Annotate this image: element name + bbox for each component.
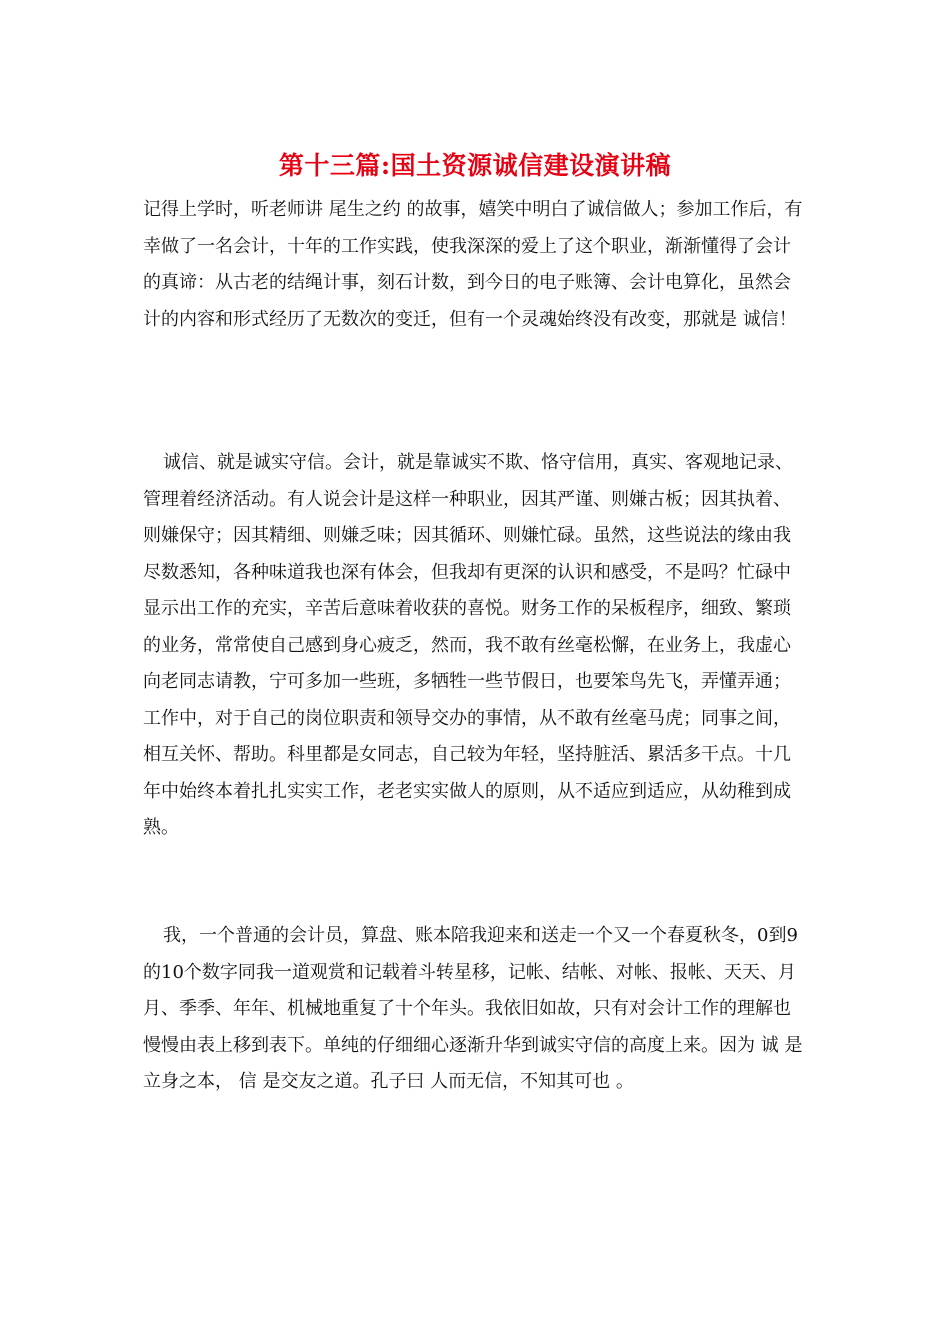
- paragraph-1: 记得上学时，听老师讲 尾生之约 的故事，嬉笑中明白了诚信做人；参加工作后，有幸做了一名会计，十年的工作实践，使我深深的爱上了这个职业，渐渐懂得了会计的真谛：从古老的结绳计事，刻石计数，到今日的电子账簿、会计电算化，虽然会计的内容和形式经历了无数次的变迁，但有一个灵魂始终没有改变，那就是 诚信！: [143, 199, 803, 330]
- paragraph-2: 诚信、就是诚实守信。会计，就是靠诚实不欺、恪守信用，真实、客观地记录、管理着经济活动。有人说会计是这样一种职业，因其严谨、则嫌古板；因其执着、则嫌保守；因其精细、则嫌乏味；因其循环、则嫌忙碌。虽然，这些说法的缘由我尽数悉知，各种味道我也深有体会，但我却有更深的认识和感受，不是吗？忙碌中显示出工作的充实，辛苦后意味着收获的喜悦。财务工作的呆板程序，细致、繁琐的业务，常常使自己感到身心疲乏，然而，我不敢有丝毫松懈，在业务上，我虚心向老同志请教，宁可多加一些班，多牺牲一些节假日，也要笨鸟先飞，弄懂弄通；工作中，对于自己的岗位职责和领导交办的事情，从不敢有丝毫马虎；同事之间，相互关怀、帮助。科里都是女同志，自己较为年轻，坚持脏活、累活多干点。十几年中始终本着扎扎实实工作，老老实实做人的原则，从不适应到适应，从幼稚到成熟。: [143, 452, 793, 838]
- document-title: 第十三篇:国土资源诚信建设演讲稿: [278, 151, 672, 180]
- paragraph-3: 我，一个普通的会计员，算盘、账本陪我迎来和送走一个又一个春夏秋冬，0到9的10个数字同我一道观赏和记载着斗转星移，记帐、结帐、对帐、报帐、天天、月月、季季、年年、机械地重复了十个年头。我依旧如故，只有对会计工作的理解也慢慢由表上移到表下。单纯的仔细细心逐渐升华到诚实守信的高度上来。因为 诚 是立身之本， 信 是交友之道。孔子曰 人而无信，不知其可也 。: [143, 925, 803, 1092]
